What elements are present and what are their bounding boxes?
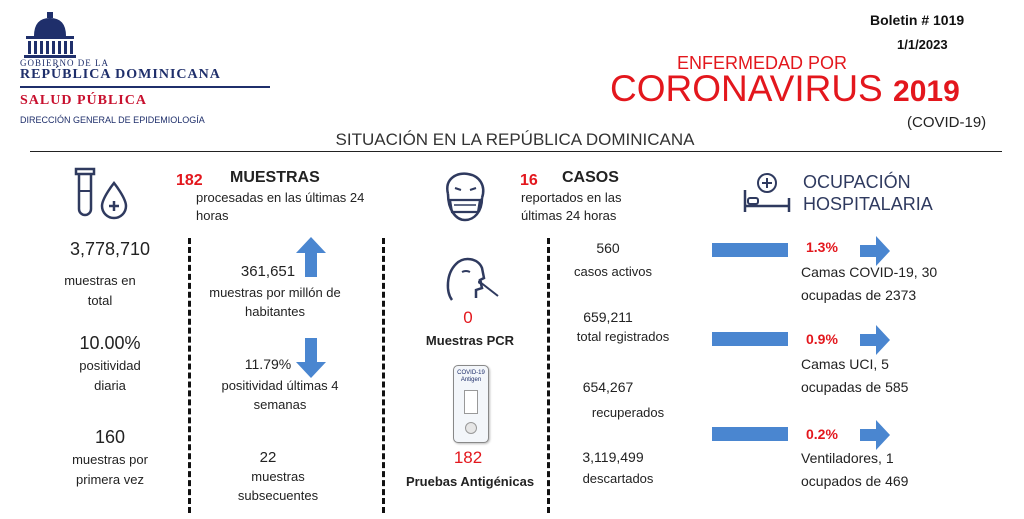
- muestras-title: MUESTRAS: [230, 169, 320, 186]
- per-million-label: muestras por millón de habitantes: [209, 285, 341, 319]
- header-rule: [30, 151, 1002, 152]
- descartados-value: 3,119,499: [582, 449, 644, 465]
- casos-count: 16: [520, 172, 538, 189]
- title-small: ENFERMEDAD POR: [677, 53, 848, 73]
- casos-activos-label: casos activos: [573, 264, 653, 279]
- occupancy-arrow-ventiladores-icon: [860, 420, 890, 450]
- subsecuentes-value: 22: [259, 449, 277, 466]
- test-tube-drop-icon: [72, 165, 132, 225]
- positividad-diaria-label: positividad diaria: [79, 358, 141, 393]
- gov-line2: REPÚBLICA DOMINICANA: [20, 67, 221, 82]
- occupancy-line2-covid: ocupadas de 2373: [801, 287, 917, 303]
- muestras-count: 182: [176, 172, 203, 189]
- primera-vez-label: muestras por primera vez: [72, 452, 148, 487]
- nasal-swab-icon: [440, 252, 500, 302]
- face-mask-icon: [440, 170, 490, 225]
- casos-total-value: 659,211: [583, 309, 633, 325]
- pcr-label: Muestras PCR: [425, 333, 515, 348]
- subsecuentes-label: muestras subsecuentes: [237, 469, 319, 503]
- casos-title: CASOS: [562, 169, 619, 186]
- occupancy-arrow-covid-icon: [860, 236, 890, 266]
- occupancy-bar-covid: [712, 243, 788, 257]
- occupancy-line1-covid: Camas COVID-19, 30: [801, 264, 938, 280]
- antigen-value: 182: [453, 448, 483, 467]
- gov-line1: GOBIERNO DE LA: [20, 58, 109, 68]
- casos-desc: reportados en las últimas 24 horas: [521, 190, 622, 223]
- divider-2: [382, 238, 385, 513]
- pcr-value: 0: [463, 308, 473, 327]
- ocupacion-title-line2: HOSPITALARIA: [803, 194, 933, 214]
- divider-1: [188, 238, 191, 513]
- title-abbreviation: (COVID-19): [907, 114, 987, 131]
- government-logo: [20, 12, 80, 58]
- occupancy-line2-uci: ocupadas de 585: [801, 379, 909, 395]
- kit-label: COVID-19 Antigen: [457, 370, 485, 383]
- occupancy-percent-covid: 1.3%: [806, 239, 838, 255]
- ocupacion-title-line1: OCUPACIÓN: [803, 172, 911, 192]
- occupancy-arrow-uci-icon: [860, 325, 890, 355]
- per-million-value: 361,651: [240, 263, 296, 280]
- page-subtitle: SITUACIÓN EN LA REPÚBLICA DOMINICANA: [335, 130, 695, 149]
- occupancy-percent-ventiladores: 0.2%: [806, 426, 838, 442]
- occupancy-line1-ventiladores: Ventiladores, 1: [801, 450, 894, 466]
- bulletin-number: Boletin # 1019: [870, 12, 965, 28]
- antigen-label: Pruebas Antigénicas: [405, 474, 535, 489]
- occupancy-bar-uci: [712, 332, 788, 346]
- casos-activos-value: 560: [596, 240, 620, 256]
- gov-divider: [20, 86, 270, 88]
- primera-vez-value: 160: [94, 427, 126, 447]
- antigen-test-kit: [453, 365, 489, 443]
- positividad-4sem-value: 11.79%: [244, 356, 292, 372]
- positividad-4sem-label: positividad últimas 4 semanas: [221, 378, 339, 412]
- recuperados-label: recuperados: [591, 405, 665, 420]
- directorate-name: DIRECCIÓN GENERAL DE EPIDEMIOLOGÍA: [20, 115, 205, 125]
- kit-well: [465, 422, 477, 434]
- occupancy-line1-uci: Camas UCI, 5: [801, 356, 889, 372]
- muestras-desc: procesadas en las últimas 24 horas: [196, 190, 365, 223]
- ministry-name: SALUD PÚBLICA: [20, 93, 147, 108]
- muestras-total-value: 3,778,710: [69, 239, 151, 259]
- muestras-total-label: muestras en total: [64, 273, 136, 308]
- casos-total-label: total registrados: [576, 329, 670, 344]
- occupancy-percent-uci: 0.9%: [806, 331, 838, 347]
- recuperados-value: 654,267: [582, 379, 634, 395]
- occupancy-line2-ventiladores: ocupados de 469: [801, 473, 909, 489]
- title-year: 2019: [893, 75, 960, 108]
- bulletin-date: 1/1/2023: [897, 37, 948, 52]
- divider-3: [547, 238, 550, 513]
- positividad-diaria-value: 10.00%: [79, 333, 141, 353]
- main-title: [610, 68, 960, 110]
- kit-window: [464, 390, 478, 414]
- palace-dome-icon: [20, 12, 80, 58]
- descartados-label: descartados: [582, 471, 654, 486]
- hospital-bed-icon: [742, 172, 792, 214]
- occupancy-bar-ventiladores: [712, 427, 788, 441]
- title-coronavirus: CORONAVIRUS: [610, 68, 883, 109]
